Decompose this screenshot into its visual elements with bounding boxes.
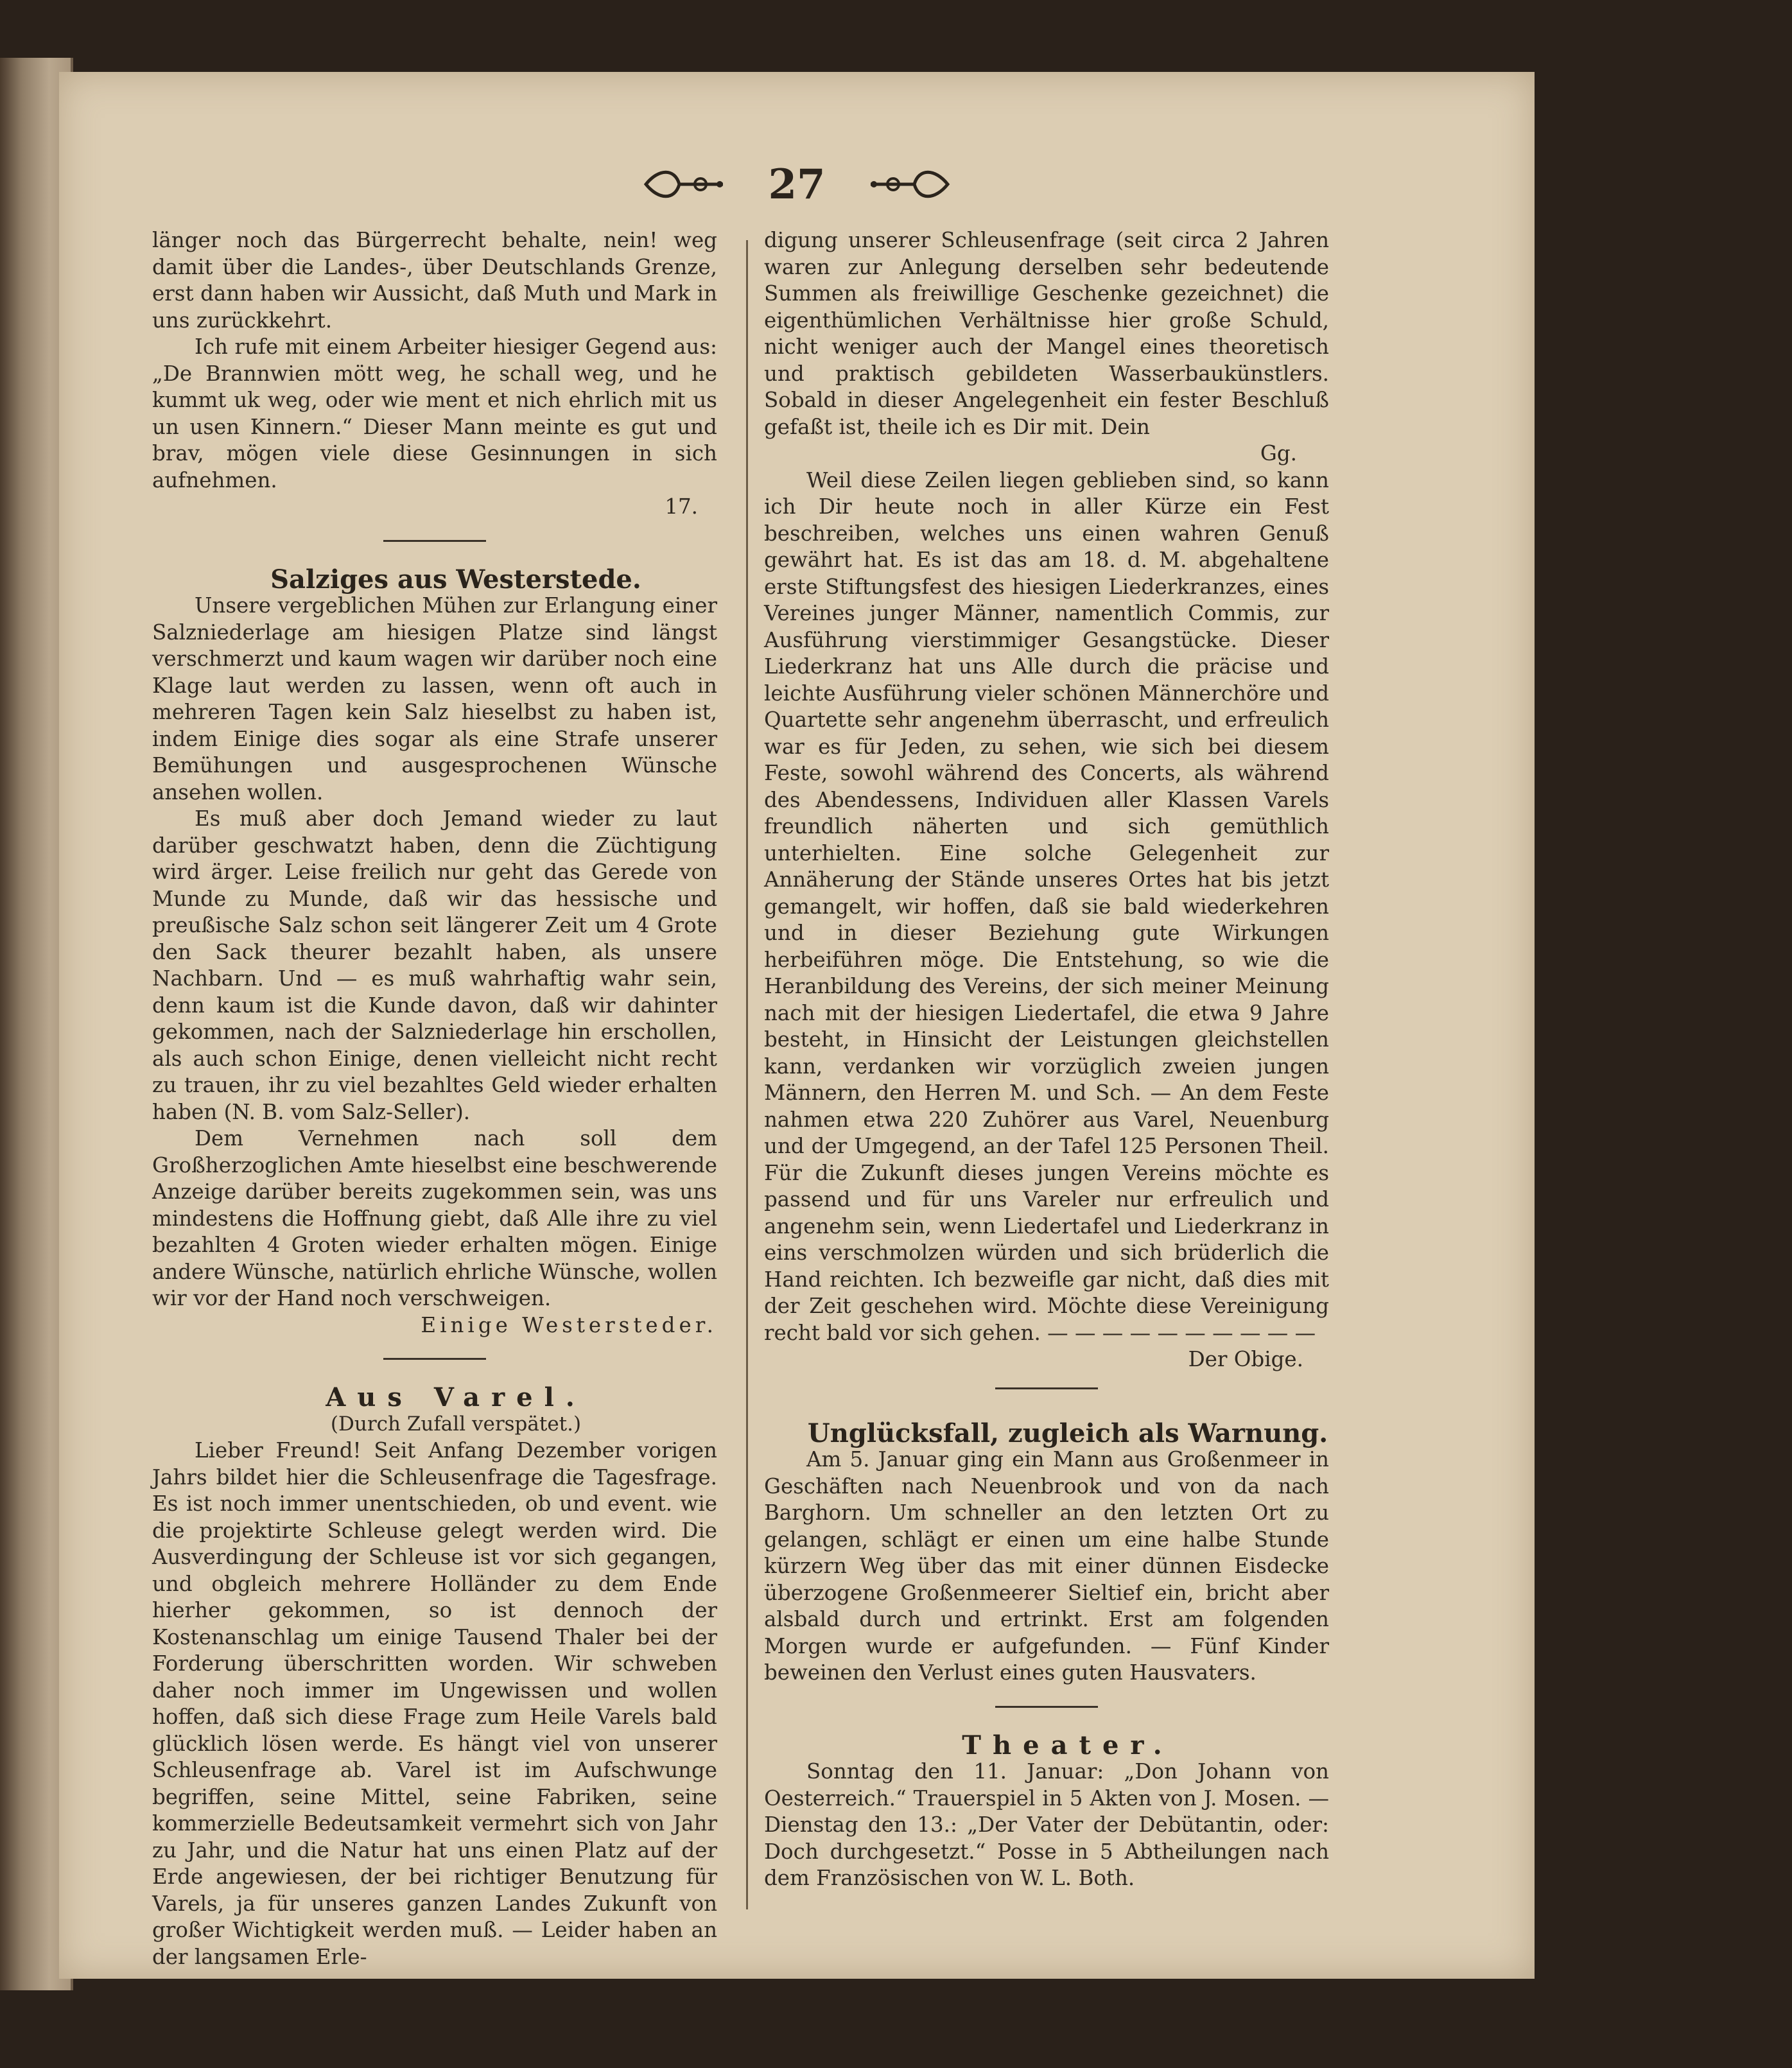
paragraph: Es muß aber doch Jemand wieder zu laut darüber geschwatzt haben, denn die Züchtigung wird ärger. Leise freilich nur geht das Gerede von Munde zu Munde, daß wir das hessische und preußische Salz schon seit längerer Zeit um 4 Grote den Sack theurer bezahlt haben, als unsere Nachbarn. Und — es muß wahrhaftig wahr sein, denn kaum ist die Kunde davon, daß wir dahinter gekommen, nach der Salzniederlage hin erschollen, als auch schon Einige, denen vielleicht nicht recht zu trauen, ihr zu viel bezahltes Geld wieder erhalten haben (N. B. vom Salz-Seller). [152, 806, 717, 1124]
page-number: 27 [768, 160, 826, 209]
section-divider [995, 1706, 1098, 1708]
paragraph: Lieber Freund! Seit Anfang Dezember vorigen Jahrs bildet hier die Schleusenfrage die Tagesfrage. Es ist noch immer unentschieden, ob und event. wie die projektirte Schleuse gelegt werden wird. Die Ausverdingung der Schleuse ist vor sich gegangen, und obgleich mehrere Holländer zu dem Ende hierher gekommen, so ist dennoch der Kostenanschlag um einige Tausend Thaler bei der Forderung überschritten worden. Wir schweben daher noch immer im Ungewissen und wollen hoffen, daß sich diese Frage zum Heile Varels bald glücklich lösen werde. Es hängt viel von unserer Schleusenfrage ab. Varel ist im Aufschwunge begriffen, seine Mittel, seine Fabriken, seine kommerzielle Bedeutsamkeit vermehrt sich von Jahr zu Jahr, und die Natur hat uns einen Platz auf der Erde angewiesen, der bei richtiger Benutzung für Varels, ja für unseres ganzen Landes Zukunft von großer Wichtigkeit werden muß. — Leider haben an der langsamen Erle- [152, 1438, 717, 1969]
article-subheading: (Durch Zufall verspätet.) [330, 1412, 582, 1436]
section-divider [383, 540, 486, 542]
signature: Einige Westersteder. [421, 1312, 717, 1337]
section-divider [995, 1387, 1098, 1389]
article-heading: Aus Varel. [326, 1382, 586, 1412]
article-heading: Unglücksfall, zugleich als Warnung. [807, 1418, 1328, 1448]
left-column [152, 227, 717, 1970]
paragraph: Ich rufe mit einem Arbeiter hiesiger Gegend aus: „De Brannwien mött weg, he schall weg, und he kummt uk weg, oder wie ment et nich ehrlich mit us un usen Kinnern.“ Dieser Mann meinte es gut und brav, mögen viele diese Gesinnungen in sich aufnehmen. [152, 335, 717, 492]
right-column [764, 227, 1329, 1892]
article-heading: Theater. [962, 1730, 1174, 1760]
ornament-left-icon [639, 165, 729, 204]
paragraph: digung unserer Schleusenfrage (seit circa 2 Jahren waren zur Anlegung derselben sehr bedeutende Summen als freiwillige Geschenke gezeichnet) die eigenthümlichen Verhältnisse hier große Schuld, nicht weniger auch der Mangel eines theoretisch und praktisch gebildeten Wasserbaukünstlers. Sobald in dieser Angelegenheit ein fester Beschluß gefaßt ist, theile ich es Dir mit. Dein [764, 228, 1329, 439]
paragraph: Unsere vergeblichen Mühen zur Erlangung einer Salzniederlage am hiesigen Platze sind längst verschmerzt und kaum wagen wir darüber noch eine Klage laut werden zu lassen, wenn oft auch in mehreren Tagen kein Salz hieselbst zu haben ist, indem Einige dies sogar als eine Strafe unserer Bemühungen und ausgesprochenen Wünsche ansehen wollen. [152, 593, 717, 804]
signature: Der Obige. [1188, 1347, 1303, 1371]
signature: Gg. [1260, 441, 1297, 465]
signature: 17. [665, 494, 698, 519]
ornament-right-icon [864, 165, 954, 204]
article-heading: Salziges aus Westerstede. [270, 564, 641, 595]
column-divider [746, 240, 748, 1909]
paragraph: Am 5. Januar ging ein Mann aus Großenmeer in Geschäften nach Neuenbrook und von da nach Barghorn. Um schneller an den letzten Ort zu gelangen, schlägt er einen um eine halbe Stunde kürzern Weg über das mit einer dünnen Eisdecke überzogene Großenmeerer Sieltief ein, bricht aber alsbald durch und ertrinkt. Erst am folgenden Morgen wurde er aufgefunden. — Fünf Kinder beweinen den Verlust eines guten Hausvaters. [764, 1447, 1329, 1685]
paragraph: Sonntag den 11. Januar: „Don Johann von Oesterreich.“ Trauerspiel in 5 Akten von J. Mosen. — Dienstag den 13.: „Der Vater der Debütantin, oder: Doch durchgesetzt.“ Posse in 5 Abtheilungen nach dem Französischen von W. L. Both. [764, 1759, 1329, 1890]
paragraph: länger noch das Bürgerrecht behalte, nein! weg damit über die Landes-, über Deutschlands Grenze, erst dann haben wir Aussicht, daß Muth und Mark in uns zurückkehrt. [152, 228, 717, 333]
paragraph: Dem Vernehmen nach soll dem Großherzoglichen Amte hieselbst eine beschwerende Anzeige darüber bereits zugekommen sein, was uns mindestens die Hoffnung giebt, daß Alle ihre zu viel bezahlten 4 Groten wieder erhalten mögen. Einige andere Wünsche, natürlich ehrliche Wünsche, wollen wir vor der Hand noch verschweigen. [152, 1126, 717, 1310]
newspaper-page [59, 72, 1535, 1979]
section-divider [383, 1358, 486, 1360]
paragraph: Weil diese Zeilen liegen geblieben sind, so kann ich Dir heute noch in aller Kürze ein Fest beschreiben, welches uns einen wahren Genuß gewährt hat. Es ist das am 18. d. M. abgehaltene erste Stiftungsfest des hiesigen Liederkranzes, eines Vereines junger Männer, namentlich Commis, zur Ausführung vierstimmiger Gesangstücke. Dieser Liederkranz hat uns Alle durch die präcise und leichte Ausführung vieler schönen Männerchöre und Quartette sehr angenehm überrascht, und erfreulich war es für Jeden, zu sehen, wie sich bei diesem Feste, sowohl während des Concerts, als während des Abendessens, Individuen aller Klassen Varels freundlich näherten und sich gemüthlich unterhielten. Eine solche Gelegenheit zur Annäherung der Stände unseres Ortes hat bis jetzt gemangelt, wir hoffen, daß sie bald wiederkehren und in dieser Beziehung gute Wirkungen herbeiführen möge. Die Entstehung, so wie die Heranbildung des Vereins, der sich meiner Meinung nach mit der hiesigen Liedertafel, die etwa 9 Jahre besteht, in Hinsicht der Leistungen gleichstellen kann, verdanken wir vorzüglich zweien jungen Männern, den Herren M. und Sch. — An dem Feste nahmen etwa 220 Zuhörer aus Varel, Neuenburg und der Umgegend, an der Tafel 125 Personen Theil. Für die Zukunft dieses jungen Vereins möchte es passend und für uns Vareler nur erfreulich und angenehm sein, wenn Liedertafel und Liederkranz in eins verschmolzen würden und sich brüderlich die Hand reichten. Ich bezweifle gar nicht, daß dies mit der Zeit geschehen wird. Möchte diese Vereinigung recht bald vor sich gehen. — — — — — — — — — — [764, 467, 1329, 1345]
page-header [59, 155, 1535, 213]
